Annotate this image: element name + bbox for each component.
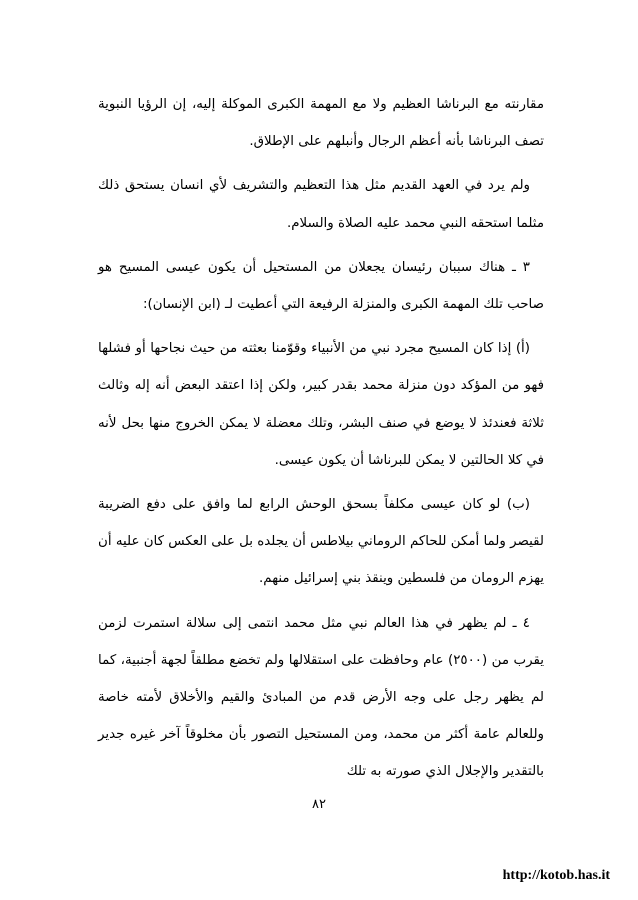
page-number: ٨٢ [312, 797, 326, 812]
footer-url-link[interactable]: http://kotob.has.it [502, 868, 610, 883]
paragraph-point-a: (أ) إذا كان المسيح مجرد نبي من الأنبياء وقوّمنا بعثته من حيث نجاحها أو فشلها فهو من المؤكد دون منزلة محمد بقدر كبير، ولكن إذا اعتقد البعض أنه إله وثالث ثلاثة فعندئذ لا يوضع في صنف البشر، وتلك معضلة لا يمكن الخروج منها بحل لأنه في كلا الحالتين لا يمكن للبرناشا أن يكون عيسى. [98, 341, 544, 468]
paragraph-old-testament: ولم يرد في العهد القديم مثل هذا التعظيم والتشريف لأي انسان يستحق ذلك مثلما استحقه النبي محمد عليه الصلاة والسلام. [98, 178, 544, 231]
document-body [98, 86, 544, 791]
paragraph-point-3: ٣ ـ هناك سببان رئيسان يجعلان من المستحيل أن يكون عيسى المسيح هو صاحب تلك المهمة الكبرى والمنزلة الرفيعة التي أعطيت لـ (ابن الإنسان): [98, 259, 544, 313]
paragraph-point-b: (ب) لو كان عيسى مكلفاً بسحق الوحش الرابع لما وافق على دفع الضريبة لقيصر ولما أمكن للحاكم الروماني بيلاطس أن يجلده بل على العكس كان عليه أن يهزم الرومان من فلسطين وينقذ بني إسرائيل منهم. [98, 497, 544, 587]
paragraph-comparison: مقارنته مع البرناشا العظيم ولا مع المهمة الكبرى الموكلة إليه، إن الرؤيا النبوية تصف البرناشا بأنه أعظم الرجال وأنبلهم على الإطلاق. [98, 97, 544, 150]
paragraph-point-4: ٤ ـ لم يظهر في هذا العالم نبي مثل محمد انتمى إلى سلالة استمرت لزمن يقرب من (٢٥٠٠) عام وحافظت على استقلالها ولم تخضع مطلقاً لجهة أجنبية، كما لم يظهر رجل على وجه الأرض قدم من المبادئ والقيم والأخلاق لأمته خاصة وللعالم عامة أكثر من محمد، ومن المستحيل التصور بأن مخلوقاً آخر غيره جدير بالتقدير والإجلال الذي صورته به تلك [98, 615, 544, 780]
